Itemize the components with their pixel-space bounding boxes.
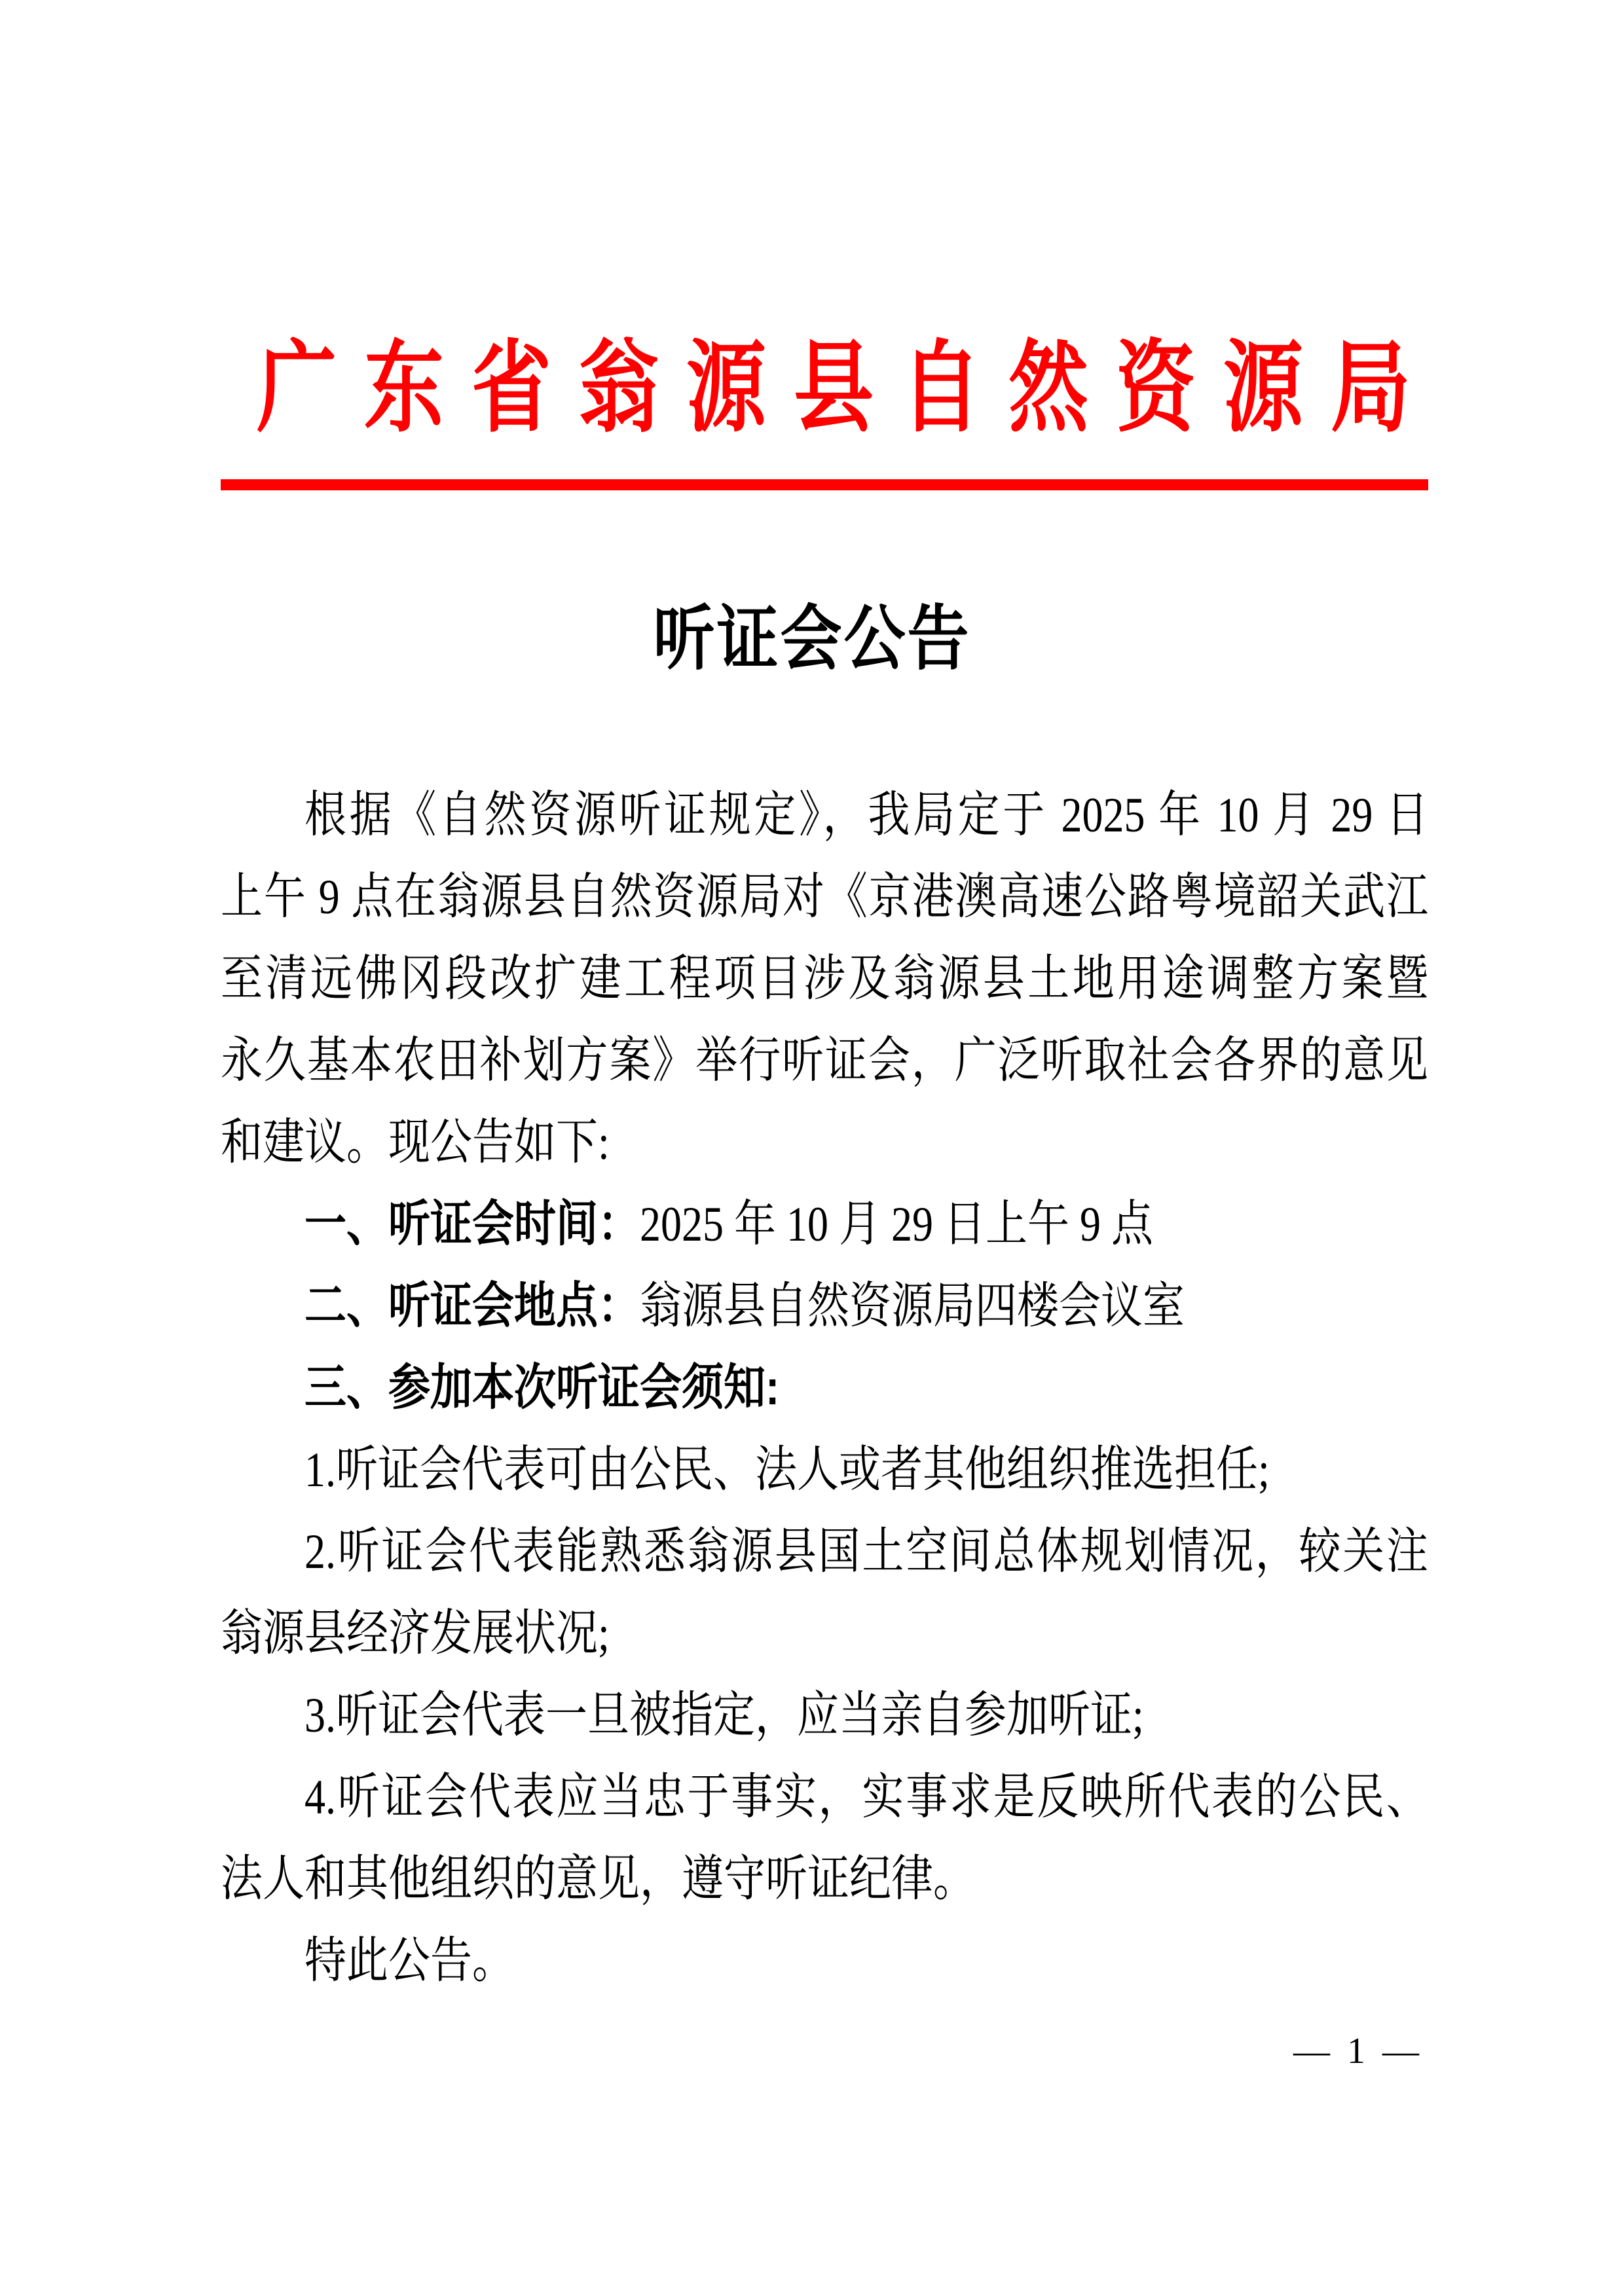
item-notice-label: 三、参加本次听证会须知: bbox=[304, 1359, 780, 1415]
intro-line-4: 永久基本农田补划方案》举行听证会，广泛听取社会各界的意见 bbox=[221, 1032, 1428, 1088]
item-time-value: 2025 年 10 月 29 日上午 9 点 bbox=[640, 1196, 1153, 1252]
page-number: — 1 — bbox=[1293, 2031, 1423, 2071]
item-place-value: 翁源县自然资源局四楼会议室 bbox=[640, 1278, 1185, 1334]
intro-line-1: 根据《自然资源听证规定》，我局定于 2025 年 10 月 29 日 bbox=[304, 787, 1428, 843]
note-2-line-1: 2.听证会代表能熟悉翁源县国土空间总体规划情况，较关注 bbox=[304, 1523, 1428, 1579]
agency-letterhead-title: 广东省翁源县自然资源局 bbox=[257, 334, 1438, 445]
note-2-line-2: 翁源县经济发展状况; bbox=[221, 1605, 610, 1661]
intro-line-5: 和建议。现公告如下: bbox=[221, 1114, 610, 1170]
note-1: 1.听证会代表可由公民、法人或者其他组织推选担任; bbox=[304, 1442, 1270, 1497]
closing-line: 特此公告。 bbox=[304, 1933, 514, 1988]
document-body bbox=[221, 774, 1428, 2001]
intro-line-3: 至清远佛冈段改扩建工程项目涉及翁源县土地用途调整方案暨 bbox=[221, 951, 1428, 1006]
note-4-line-1: 4.听证会代表应当忠于事实，实事求是反映所代表的公民、 bbox=[304, 1769, 1428, 1825]
letterhead-red-rule bbox=[221, 479, 1428, 490]
document-title: 听证会公告 bbox=[653, 600, 971, 679]
note-3: 3.听证会代表一旦被指定，应当亲自参加听证; bbox=[304, 1687, 1144, 1743]
item-place-label: 二、听证会地点： bbox=[304, 1277, 640, 1334]
note-4-line-2: 法人和其他组织的意见，遵守听证纪律。 bbox=[221, 1851, 975, 1906]
item-time-label: 一、听证会时间： bbox=[304, 1195, 640, 1252]
intro-line-2: 上午 9 点在翁源县自然资源局对《京港澳高速公路粤境韶关武江 bbox=[221, 869, 1428, 924]
